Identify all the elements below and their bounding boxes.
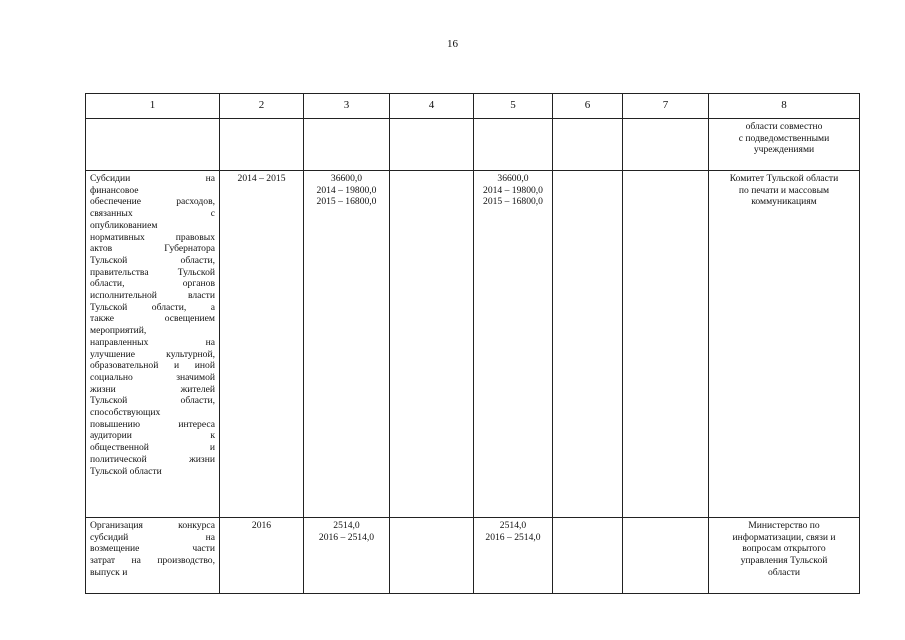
table-row [86, 171, 860, 518]
amount-col7-text [623, 518, 708, 522]
description-line: опубликованием [90, 219, 158, 231]
amount-total-text: 2514,0 2016 – 2514,0 [318, 520, 375, 543]
description-line: правительства Тульской [90, 266, 215, 278]
description-line: обеспечение расходов, [90, 196, 215, 208]
description-line: Организация конкурса [90, 520, 215, 531]
table-cell [220, 171, 304, 518]
table-cell [623, 518, 709, 594]
description-line: Тульской области, [90, 254, 215, 266]
measure-description [86, 171, 219, 479]
table-cell [390, 119, 474, 171]
responsible-text: Министерство по информатизации, связи и вопросам открытого управления Тульской области [732, 520, 836, 578]
description-line: актов Губернатора [90, 243, 215, 255]
table-cell [390, 518, 474, 594]
table-cell [86, 171, 220, 518]
amount-col6-text [553, 171, 622, 175]
description-line: улучшение культурной, [90, 348, 215, 360]
description-line: связанных с [90, 208, 215, 220]
description-line: жизни жителей [90, 383, 215, 395]
description-line: аудитории к [90, 430, 215, 442]
responsible-text: области совместно с подведомственными учреждениями [738, 121, 830, 156]
description-line: образовательной и иной [90, 360, 215, 372]
table-cell [304, 119, 390, 171]
amount-col6-text [553, 518, 622, 522]
description-line: финансовое [90, 184, 139, 196]
header-row [86, 94, 860, 119]
description-line: политической жизни [90, 453, 215, 465]
table-cell [709, 171, 860, 518]
description-line: Субсидии на [90, 173, 215, 184]
table-cell [304, 518, 390, 594]
table-cell [390, 171, 474, 518]
page-number: 16 [447, 38, 458, 50]
description-line: возмещение части [90, 543, 215, 555]
table-cell [304, 171, 390, 518]
description-line: выпуск и [90, 566, 128, 578]
description-line: способствующих [90, 407, 161, 419]
description-line: субсидий на [90, 531, 215, 543]
description-line: повышению интереса [90, 418, 215, 430]
amount-col5-text: 2514,0 2016 – 2514,0 [485, 520, 541, 543]
description-line: Тульской области [90, 465, 162, 477]
header-col-5: 5 [474, 94, 553, 119]
description-line: направленных на [90, 336, 215, 348]
header-col-4: 4 [390, 94, 474, 119]
table-cell [623, 119, 709, 171]
table-cell [86, 119, 220, 171]
table-cell [474, 171, 553, 518]
amount-total-text: 36600,0 2014 – 19800,0 2015 – 16800,0 [316, 173, 377, 208]
table-cell [623, 171, 709, 518]
table-cell [553, 171, 623, 518]
table-cell [474, 119, 553, 171]
description-line: Тульской области, [90, 395, 215, 407]
description-line: также освещением [90, 313, 215, 325]
table-cell [709, 119, 860, 171]
table-cell [709, 518, 860, 594]
amount-col5-text: 36600,0 2014 – 19800,0 2015 – 16800,0 [483, 173, 543, 208]
table-cell [86, 518, 220, 594]
header-col-3: 3 [304, 94, 390, 119]
table-cell [474, 518, 553, 594]
period-text: 2014 – 2015 [237, 173, 286, 184]
amount-col4-text [390, 518, 473, 522]
description-line: Тульской области, а [90, 301, 215, 313]
header-col-7: 7 [623, 94, 709, 119]
table-cell [553, 119, 623, 171]
amount-col7-text [623, 171, 708, 175]
header-col-2: 2 [220, 94, 304, 119]
description-line: общественной и [90, 442, 215, 454]
header-col-8: 8 [709, 94, 860, 119]
description-line: нормативных правовых [90, 231, 215, 243]
table-row [86, 518, 860, 594]
description-line: области, органов [90, 278, 215, 290]
table-cell [553, 518, 623, 594]
description-line: исполнительной власти [90, 290, 215, 302]
description-line: социально значимой [90, 371, 215, 383]
table-row-continuation [86, 119, 860, 171]
amount-col4-text [390, 171, 473, 175]
responsible-text: Комитет Тульской области по печати и массовым коммуникациям [729, 173, 839, 208]
subsidy-table [85, 93, 860, 594]
measure-description [86, 518, 219, 581]
period-text: 2016 [251, 520, 272, 531]
description-line: затрат на производство, [90, 555, 215, 567]
table-cell [220, 119, 304, 171]
header-col-6: 6 [553, 94, 623, 119]
table-cell [220, 518, 304, 594]
header-col-1: 1 [86, 94, 220, 119]
description-line: мероприятий, [90, 325, 147, 337]
